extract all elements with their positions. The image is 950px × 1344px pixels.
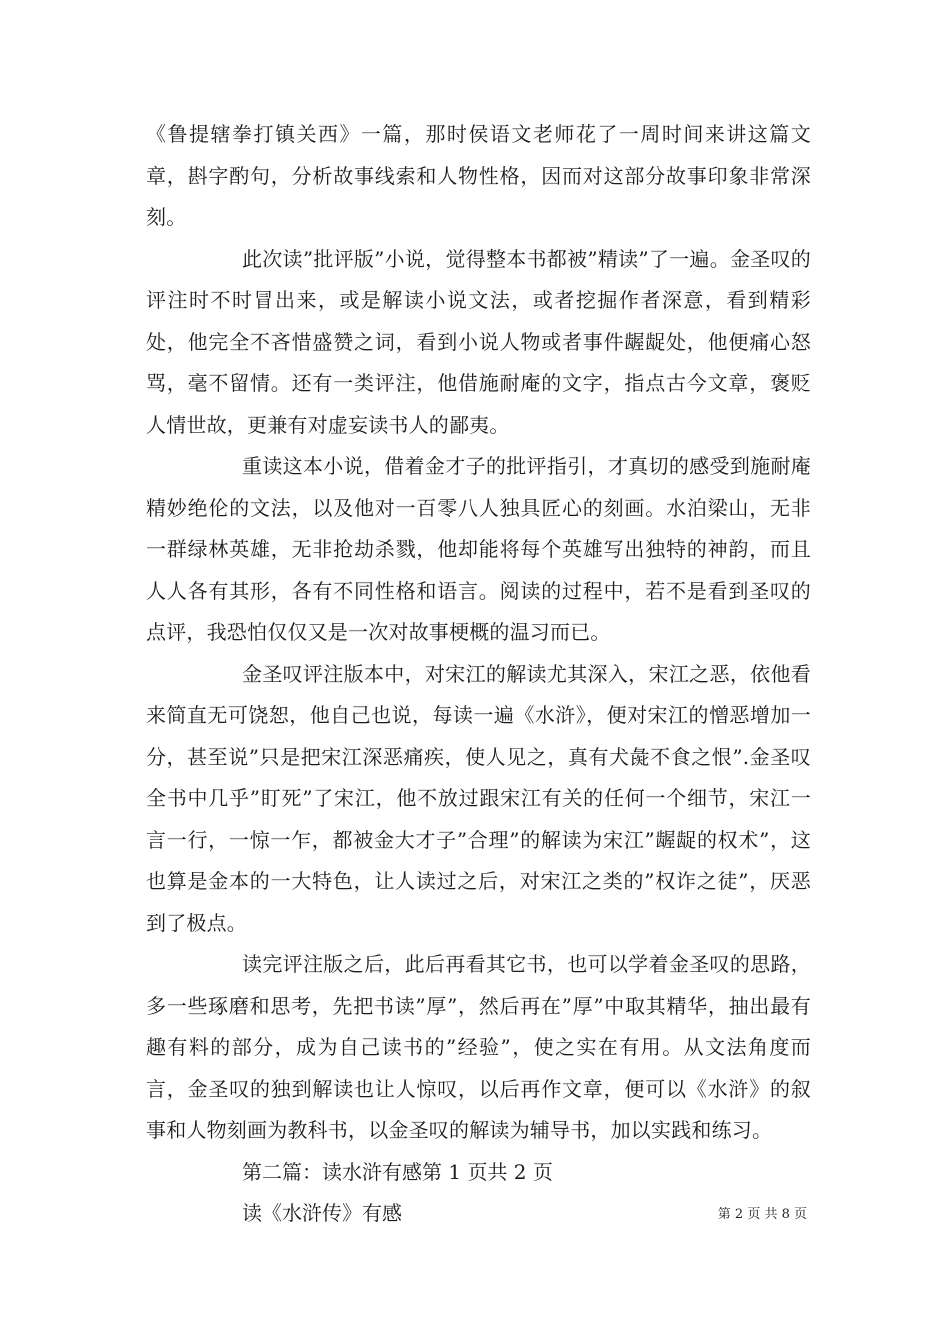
paragraph-2: 此次读”批评版”小说，觉得整本书都被”精读”了一遍。金圣叹的评注时不时冒出来，或是解读小说文法，或者挖掘作者深意，看到精彩处，他完全不吝惜盛赞之词，看到小说人物或者事件龌龊处，他便痛心怒骂，毫不留情。还有一类评注，他借施耐庵的文字，指点古今文章，褒贬人情世故，更兼有对虚妄读书人的鄙夷。 [146, 246, 811, 437]
paragraph-5: 读完评注版之后，此后再看其它书，也可以学着金圣叹的思路，多一些琢磨和思考，先把书读”厚”，然后再在”厚”中取其精华，抽出最有趣有料的部分，成为自己读书的”经验”，使之实在有用。从文法角度而言，金圣叹的独到解读也让人惊叹，以后再作文章，便可以《水浒》的叙事和人物刻画为教科书，以金圣叹的解读为辅导书，加以实践和练习。 [146, 952, 811, 1142]
paragraph-1: 《鲁提辖拳打镇关西》一篇，那时侯语文老师花了一周时间来讲这篇文章，斟字酌句，分析故事线索和人物性格，因而对这部分故事印象非常深刻。 [146, 122, 811, 229]
document-body [146, 114, 811, 1235]
section-heading: 第二篇：读水浒有感第 1 页共 2 页 [242, 1159, 553, 1184]
page-number-footer: 第 2 页 共 8 页 [717, 1207, 807, 1222]
essay-title: 读《水浒传》有感 [242, 1201, 402, 1225]
paragraph-3: 重读这本小说，借着金才子的批评指引，才真切的感受到施耐庵精妙绝伦的文法，以及他对一百零八人独具匠心的刻画。水泊梁山，无非一群绿林英雄，无非抢劫杀戮，他却能将每个英雄写出独特的神韵，而且人人各有其形，各有不同性格和语言。阅读的过程中，若不是看到圣叹的点评，我恐怕仅仅又是一次对故事梗概的温习而已。 [146, 454, 811, 644]
paragraph-4: 金圣叹评注版本中，对宋江的解读尤其深入，宋江之恶，依他看来简直无可饶恕，他自己也说，每读一遍《水浒》，便对宋江的憎恶增加一分，甚至说”只是把宋江深恶痛疾，使人见之，真有犬彘不食之恨”.金圣叹全书中几乎”盯死”了宋江，他不放过跟宋江有关的任何一个细节，宋江一言一行，一惊一乍，都被金大才子”合理”的解读为宋江”龌龊的权术”，这也算是金本的一大特色，让人读过之后，对宋江之类的”权诈之徒”，厌恶到了极点。 [146, 661, 811, 935]
